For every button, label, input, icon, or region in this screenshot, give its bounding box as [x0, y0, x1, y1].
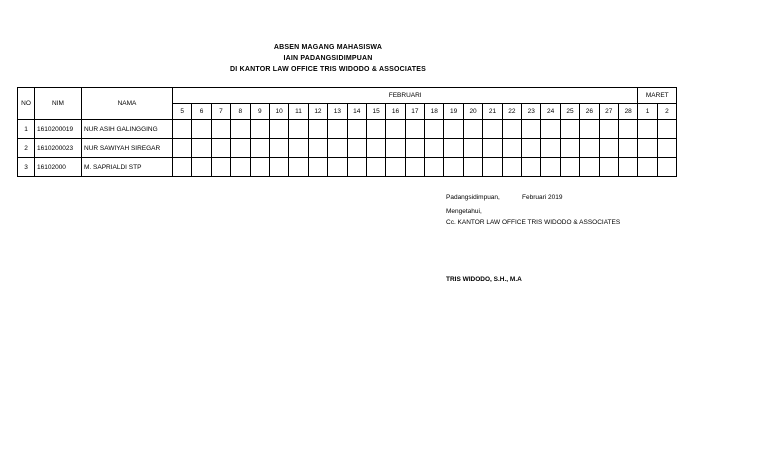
attendance-cell	[463, 158, 482, 177]
attendance-cell	[405, 139, 424, 158]
attendance-cell	[502, 139, 521, 158]
attendance-cell	[657, 120, 676, 139]
attendance-cell	[289, 139, 308, 158]
attendance-cell	[483, 158, 502, 177]
attendance-cell	[308, 158, 327, 177]
attendance-cell	[502, 158, 521, 177]
header-no: NO	[18, 88, 35, 120]
attendance-table	[17, 87, 677, 177]
day-header-feb: 17	[405, 104, 424, 120]
header-nama: NAMA	[82, 88, 173, 120]
title-line-2: IAIN PADANGSIDIMPUAN	[283, 55, 373, 62]
attendance-cell	[638, 120, 657, 139]
table-row	[18, 120, 677, 139]
student-nim: 1610200023	[35, 139, 82, 158]
footer-city: Padangsidimpuan,	[446, 194, 500, 201]
attendance-cell	[366, 158, 385, 177]
attendance-cell	[541, 158, 560, 177]
attendance-cell	[444, 158, 463, 177]
attendance-cell	[405, 120, 424, 139]
attendance-cell	[269, 139, 288, 158]
attendance-cell	[211, 158, 230, 177]
attendance-cell	[347, 158, 366, 177]
day-header-feb: 24	[541, 104, 560, 120]
day-header-feb: 21	[483, 104, 502, 120]
attendance-cell	[231, 158, 250, 177]
attendance-cell	[638, 139, 657, 158]
day-header-feb: 20	[463, 104, 482, 120]
attendance-cell	[580, 120, 599, 139]
footer-cc: Cc. KANTOR LAW OFFICE TRIS WIDODO & ASSOCIATES	[446, 219, 621, 226]
attendance-cell	[599, 139, 618, 158]
attendance-cell	[522, 139, 541, 158]
attendance-cell	[463, 120, 482, 139]
day-header-feb: 16	[386, 104, 405, 120]
day-header-feb: 19	[444, 104, 463, 120]
attendance-cell	[250, 139, 269, 158]
attendance-cell	[192, 139, 211, 158]
attendance-cell	[386, 158, 405, 177]
day-header-feb: 15	[366, 104, 385, 120]
attendance-cell	[425, 139, 444, 158]
title-line-3: DI KANTOR LAW OFFICE TRIS WIDODO & ASSOCIATES	[230, 66, 426, 73]
attendance-cell	[405, 158, 424, 177]
attendance-cell	[599, 158, 618, 177]
day-header-feb: 14	[347, 104, 366, 120]
attendance-cell	[231, 120, 250, 139]
day-header-feb: 6	[192, 104, 211, 120]
day-header-feb: 5	[173, 104, 192, 120]
day-header-feb: 27	[599, 104, 618, 120]
header-month-march: MARET	[638, 88, 677, 104]
student-nim: 1610200019	[35, 120, 82, 139]
day-header-feb: 7	[211, 104, 230, 120]
footer-knowing: Mengetahui,	[446, 208, 482, 215]
attendance-cell	[522, 120, 541, 139]
table-row	[18, 158, 677, 177]
attendance-cell	[173, 158, 192, 177]
day-header-feb: 13	[328, 104, 347, 120]
attendance-cell	[192, 120, 211, 139]
attendance-cell	[328, 158, 347, 177]
day-header-feb: 9	[250, 104, 269, 120]
attendance-cell	[463, 139, 482, 158]
attendance-cell	[483, 139, 502, 158]
attendance-cell	[308, 120, 327, 139]
attendance-cell	[269, 158, 288, 177]
attendance-cell	[250, 158, 269, 177]
attendance-cell	[386, 120, 405, 139]
day-header-feb: 22	[502, 104, 521, 120]
student-name: NUR ASIH GALINGGING	[82, 120, 173, 139]
attendance-cell	[173, 139, 192, 158]
attendance-cell	[599, 120, 618, 139]
day-header-feb: 23	[522, 104, 541, 120]
attendance-cell	[211, 139, 230, 158]
attendance-cell	[386, 139, 405, 158]
day-header-mar: 2	[657, 104, 676, 120]
attendance-cell	[541, 120, 560, 139]
attendance-cell	[502, 120, 521, 139]
row-number: 2	[18, 139, 35, 158]
attendance-cell	[618, 139, 637, 158]
attendance-cell	[618, 158, 637, 177]
attendance-cell	[231, 139, 250, 158]
attendance-cell	[211, 120, 230, 139]
attendance-cell	[308, 139, 327, 158]
row-number: 3	[18, 158, 35, 177]
attendance-cell	[638, 158, 657, 177]
attendance-cell	[657, 158, 676, 177]
day-header-feb: 25	[560, 104, 579, 120]
attendance-cell	[328, 120, 347, 139]
attendance-cell	[425, 158, 444, 177]
header-month-february: FEBRUARI	[173, 88, 638, 104]
attendance-cell	[580, 158, 599, 177]
attendance-cell	[425, 120, 444, 139]
footer-date: Februari 2019	[522, 194, 563, 201]
attendance-cell	[560, 139, 579, 158]
day-header-feb: 10	[269, 104, 288, 120]
attendance-cell	[444, 139, 463, 158]
row-number: 1	[18, 120, 35, 139]
table-row	[18, 139, 677, 158]
student-name: M. SAPRIALDI STP	[82, 158, 173, 177]
footer-signer: TRIS WIDODO, S.H., M.A	[446, 276, 522, 283]
attendance-cell	[560, 120, 579, 139]
attendance-cell	[541, 139, 560, 158]
day-header-feb: 11	[289, 104, 308, 120]
attendance-cell	[444, 120, 463, 139]
attendance-cell	[560, 158, 579, 177]
attendance-cell	[289, 120, 308, 139]
student-nim: 16102000	[35, 158, 82, 177]
attendance-cell	[269, 120, 288, 139]
day-header-feb: 18	[425, 104, 444, 120]
day-header-feb: 28	[618, 104, 637, 120]
day-header-feb: 26	[580, 104, 599, 120]
day-header-feb: 8	[231, 104, 250, 120]
attendance-cell	[347, 120, 366, 139]
day-header-mar: 1	[638, 104, 657, 120]
student-name: NUR SAWIYAH SIREGAR	[82, 139, 173, 158]
attendance-cell	[173, 120, 192, 139]
attendance-cell	[250, 120, 269, 139]
attendance-cell	[192, 158, 211, 177]
day-header-feb: 12	[308, 104, 327, 120]
attendance-cell	[366, 120, 385, 139]
attendance-cell	[328, 139, 347, 158]
attendance-cell	[347, 139, 366, 158]
attendance-cell	[522, 158, 541, 177]
attendance-cell	[580, 139, 599, 158]
attendance-cell	[366, 139, 385, 158]
attendance-cell	[289, 158, 308, 177]
attendance-cell	[618, 120, 637, 139]
attendance-cell	[483, 120, 502, 139]
title-line-1: ABSEN MAGANG MAHASISWA	[273, 44, 383, 51]
attendance-cell	[657, 139, 676, 158]
header-nim: NIM	[35, 88, 82, 120]
